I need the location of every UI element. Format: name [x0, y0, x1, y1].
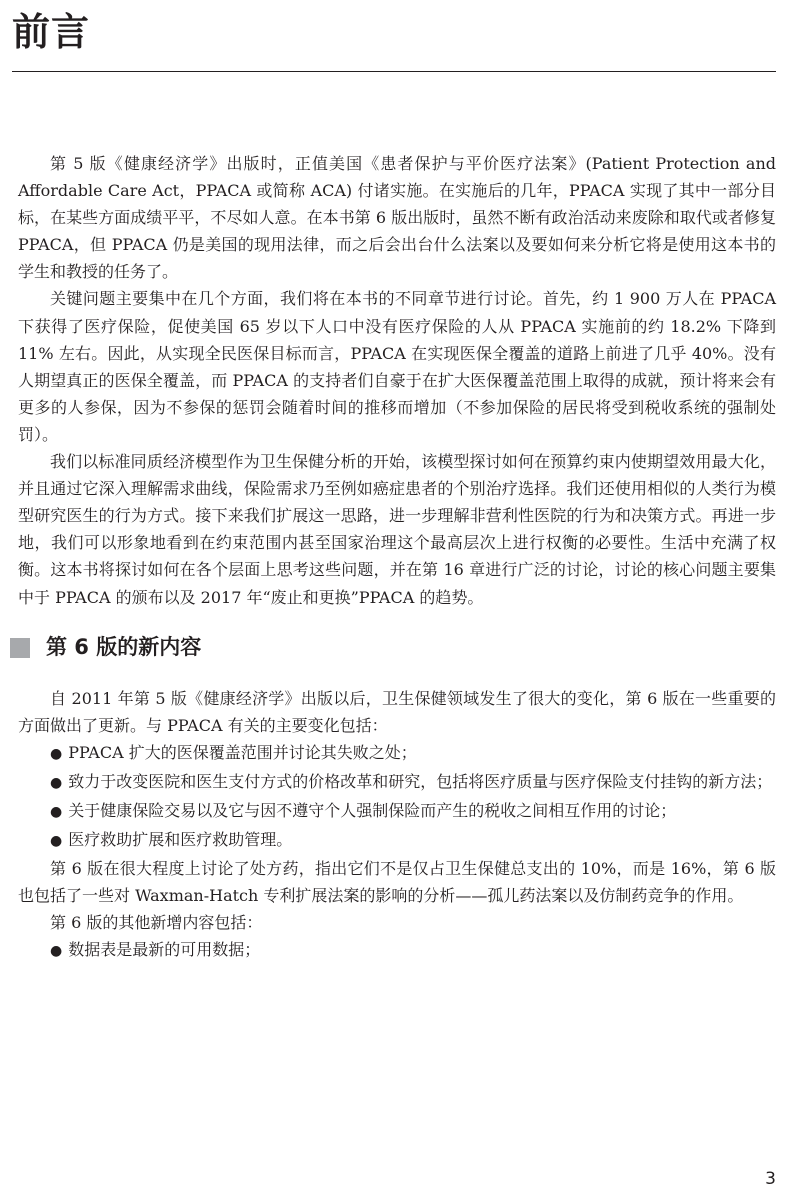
bullet-icon: ●: [50, 774, 63, 791]
page-number: 3: [765, 1169, 776, 1189]
list-item-text: 关于健康保险交易以及它与因不遵守个人强制保险而产生的税收之间相互作用的讨论；: [68, 800, 677, 820]
change-list: [18, 739, 776, 855]
bullet-icon: ●: [50, 943, 63, 960]
list-item-text: PPACA 扩大的医保覆盖范围并讨论其失败之处；: [68, 742, 417, 762]
bullet-icon: ●: [50, 833, 63, 850]
list-item: [18, 936, 776, 965]
intro-paragraph-3: 我们以标准同质经济模型作为卫生保健分析的开始，该模型探讨如何在预算约束内使期望效用最大化，并且通过它深入理解需求曲线，保险需求乃至例如癌症患者的个别治疗选择。我们还使用相似的人类行为模型研究医生的行为方式。接下来我们扩展这一思路，进一步理解非营利性医院的行为和决策方式。再进一步地，我们可以形象地看到在约束范围内甚至国家治理这个最高层次上进行权衡的必要性。生活中充满了权衡。这本书将探讨如何在各个层面上思考这些问题，并在第 16 章进行广泛的讨论，讨论的核心问题主要集中于 PPACA 的颁布以及 2017 年“废止和更换”PPACA 的趋势。: [18, 452, 776, 607]
page-title: 前言: [12, 10, 91, 54]
intro-paragraph-2: 关键问题主要集中在几个方面，我们将在本书的不同章节进行讨论。首先，约 1 900 万人在 PPACA 下获得了医疗保险，促使美国 65 岁以下人口中没有医疗保险的人从 PPACA 实施前的约 18.2% 下降到 11% 左右。因此，从实现全民医保目标而言，PPACA 在实现医保全覆盖的道路上前进了几乎 40%。没有人期望真正的医保全覆盖，而 PPACA 的支持者们自豪于在扩大医保覆盖范围上取得的成就，预计将来会有更多的人参保，因为不参保的惩罚会随着时间的推移而增加（不参加保险的居民将受到税收系统的强制处罚）。: [18, 289, 776, 444]
body-text: [18, 150, 776, 966]
drug-paragraph: 第 6 版在很大程度上讨论了处方药，指出它们不是仅占卫生保健总支出的 10%，而是 16%，第 6 版也包括了一些对 Waxman-Hatch 专利扩展法案的影响的分析——孤儿药法案以及仿制药竞争的作用。: [18, 859, 776, 906]
title-rule: [12, 71, 776, 72]
intro-paragraph-1: 第 5 版《健康经济学》出版时，正值美国《患者保护与平价医疗法案》(Patient Protection and Affordable Care Act，PPACA 或简称 ACA) 付诸实施。在实施后的几年，PPACA 实现了其中一部分目标，在某些方面成绩平平，不尽如人意。在本书第 6 版出版时，虽然不断有政治活动来废除和取代或者修复 PPACA，但 PPACA 仍是美国的现用法律，而之后会出台什么法案以及要如何来分析它将是使用这本书的学生和教授的任务了。: [18, 154, 776, 282]
list-item: [18, 797, 776, 826]
list-item: [18, 739, 776, 768]
bullet-icon: ●: [50, 745, 63, 762]
list-item: [18, 826, 776, 855]
other-additions-intro: 第 6 版的其他新增内容包括：: [50, 913, 263, 933]
section-title: 第 6 版的新内容: [46, 635, 202, 660]
section-heading: [10, 633, 776, 663]
list-item-text: 医疗救助扩展和医疗救助管理。: [68, 830, 293, 850]
bullet-icon: ●: [50, 803, 63, 820]
section-lead-paragraph: 自 2011 年第 5 版《健康经济学》出版以后，卫生保健领域发生了很大的变化，第 6 版在一些重要的方面做出了更新。与 PPACA 有关的主要变化包括：: [18, 688, 776, 735]
list-item-text: 数据表是最新的可用数据；: [68, 940, 261, 960]
other-additions-list: [18, 936, 776, 965]
section-marker-icon: [10, 638, 30, 658]
list-item: [18, 768, 776, 797]
list-item-text: 致力于改变医院和医生支付方式的价格改革和研究，包括将医疗质量与医疗保险支付挂钩的新方法；: [68, 771, 773, 791]
